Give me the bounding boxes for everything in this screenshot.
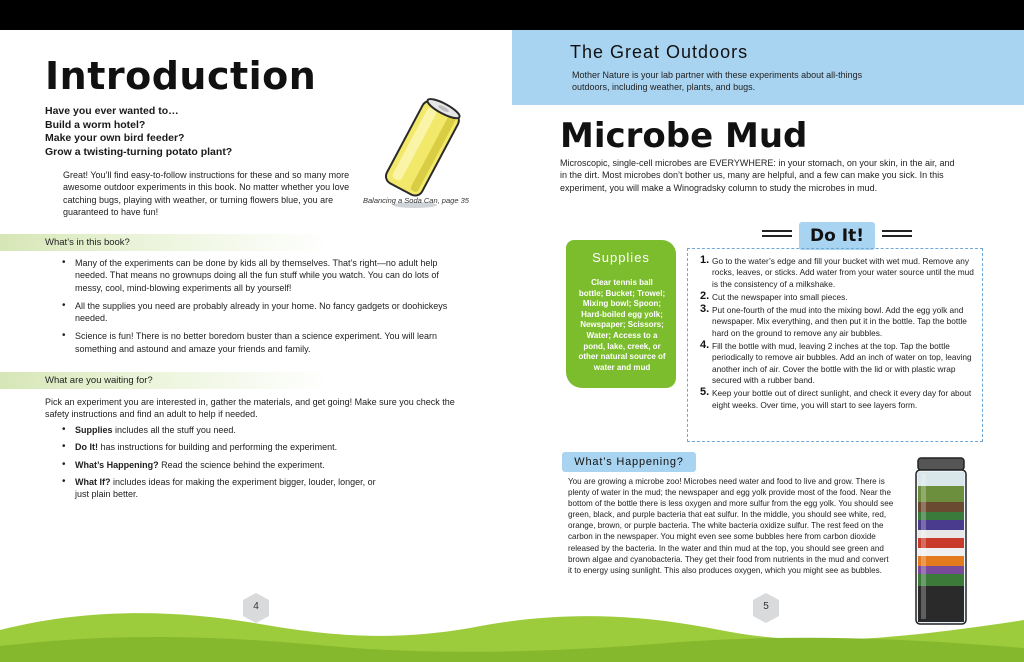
supplies-title: Supplies	[592, 250, 650, 265]
do-it-heading	[762, 222, 912, 250]
list-item: • Many of the experiments can be done by kids all by themselves. That’s right—no adult help needed. That means no grownups doing all the fun stuff while you watch. You can do lots of messy, cool, mind-blowing experiments all by yourself!	[62, 257, 457, 294]
step-number: 4.	[700, 339, 710, 352]
chapter-subtitle: Mother Nature is your lab partner with these experiments about all-things outdoors, including weather, plants, and bugs.	[572, 70, 863, 92]
list-term: What’s Happening?	[75, 459, 159, 470]
intro-paragraph: Great! You’ll find easy-to-follow instructions for these and so many more awesome outdoor experiments in this book. No matter whether you love catching bugs, playing with weather, or turning flowers blue, you are guaranteed to have fun!	[63, 170, 350, 217]
page-number-text: 4	[253, 601, 259, 612]
section-heading-waiting: What are you waiting for?	[0, 372, 330, 389]
list-text: includes ideas for making the experiment bigger, louder, longer, or just plain better.	[75, 476, 376, 500]
step-item	[700, 388, 974, 411]
step-text: Keep your bottle out of direct sunlight, and check it every day for about eight weeks. Over time, you will start to see layers form.	[712, 388, 972, 410]
whats-in-book-list	[62, 257, 457, 361]
waiting-paragraph: Pick an experiment you are interested in, gather the materials, and get going! Make sure you check the safety instructions and find an adult to help if needed.	[45, 397, 455, 420]
section-heading-whats-in-book: What’s in this book?	[0, 234, 330, 251]
supplies-box	[566, 240, 676, 388]
top-black-bar	[0, 0, 1024, 30]
step-item	[700, 289, 974, 303]
winogradsky-column-image	[912, 456, 970, 626]
page-number-text: 5	[763, 601, 769, 612]
step-item	[700, 256, 974, 290]
step-number: 1.	[700, 254, 710, 266]
image-caption: Balancing a Soda Can, page 35	[363, 196, 469, 205]
list-item: • All the supplies you need are probably already in your home. No fancy gadgets or doohickeys needed.	[62, 300, 457, 325]
intro-questions	[45, 105, 232, 159]
list-text: Read the science behind the experiment.	[158, 459, 325, 470]
step-number: 2.	[700, 289, 710, 302]
step-number: 3.	[700, 303, 710, 316]
list-term: What If?	[75, 476, 111, 487]
page-number-right	[751, 592, 781, 624]
chapter-banner	[512, 30, 1024, 105]
step-text: Go to the water’s edge and fill your bucket with wet mud. Remove any rocks, leaves, or sticks. Add water from your water source until the mud is the consistency of a milkshake.	[712, 256, 974, 289]
do-it-label: Do It!	[799, 222, 875, 250]
list-item: • Science is fun! There is no better boredom buster than a science experiment. You will learn something and astound and amaze your friends and family.	[62, 330, 457, 355]
list-item	[62, 441, 392, 453]
experiment-intro: Microscopic, single-cell microbes are EVERYWHERE: in your stomach, on your skin, in the air, and in the dirt. Most microbes don’t bother us, many are helpful, and a few can make you sick. In this experiment, you will make a Winogradsky column to study the microbes in mud.	[560, 158, 955, 193]
question-line: Grow a twisting-turning potato plant?	[45, 145, 233, 158]
whats-happening-label: What’s Happening?	[562, 452, 696, 472]
step-item	[700, 341, 974, 386]
right-page	[512, 30, 1024, 662]
question-line: Build a worm hotel?	[45, 118, 146, 131]
step-text: Put one-fourth of the mud into the mixing bowl. Add the egg yolk and newspaper. Mix everything, and then put it in the bottle. Tap the bottle hard on the ground to remove any air bubbles.	[712, 305, 967, 338]
list-text: has instructions for building and performing the experiment.	[98, 442, 338, 453]
page-number-left	[241, 592, 271, 624]
list-item	[62, 424, 392, 436]
step-number: 5.	[700, 386, 710, 399]
step-item	[700, 305, 974, 339]
list-text: includes all the stuff you need.	[112, 425, 236, 435]
list-item	[62, 476, 392, 501]
grass-hills-decoration	[0, 602, 1024, 662]
instruction-steps	[687, 248, 983, 442]
left-page	[0, 30, 512, 662]
supplies-list: Clear tennis ball bottle; Bucket; Trowel; Mixing bowl; Spoon; Hard-boiled egg yolk; Newspaper; Scissors; Water; Access to a pond, lake, creek, or other natural source of water and mud	[578, 278, 666, 372]
question-line: Have you ever wanted to…	[45, 105, 179, 117]
experiment-title: Microbe Mud	[560, 116, 808, 156]
whats-happening-paragraph: You are growing a microbe zoo! Microbes need water and food to live and grow. There is plenty of water in the mud; the newspaper and egg yolk provide most of the food. Near the bottom of the bottle there is less oxygen and more sulfur from the egg yolk. You should see green, black, and purple bacteria that eat sulfur. In the middle, you should see white, red, orange, brown, or purple bacteria. The white bacteria oxidize sulfur. The rest feed on the carbon in the newspaper. You might even see some bubbles here from carbon dioxide released by the bacteria. In the water and thin mud at the top, you should see green and brown algae and cyanobacteria. They get their food from nutrients in the mud and convert it to energy using sunlight. This also produces oxygen, which you might see as bubbles.	[568, 477, 894, 575]
decorative-lines-left	[762, 230, 792, 240]
soda-can-image	[375, 92, 467, 210]
step-text: Fill the bottle with mud, leaving 2 inches at the top. Tap the bottle periodically to remove air bubbles. Add an inch of water on top, leaving another inch of air. Cover the bottle with the lid or with plastic wrap secured with a rubber band.	[712, 341, 972, 385]
decorative-lines-right	[882, 230, 912, 240]
step-text: Cut the newspaper into small pieces.	[712, 291, 848, 302]
list-term: Do It!	[75, 442, 98, 453]
list-item	[62, 459, 392, 471]
list-term: Supplies	[75, 425, 113, 435]
page-title: Introduction	[45, 54, 317, 98]
book-sections-list	[62, 424, 392, 505]
question-line: Make your own bird feeder?	[45, 132, 185, 144]
chapter-title: The Great Outdoors	[570, 42, 749, 62]
